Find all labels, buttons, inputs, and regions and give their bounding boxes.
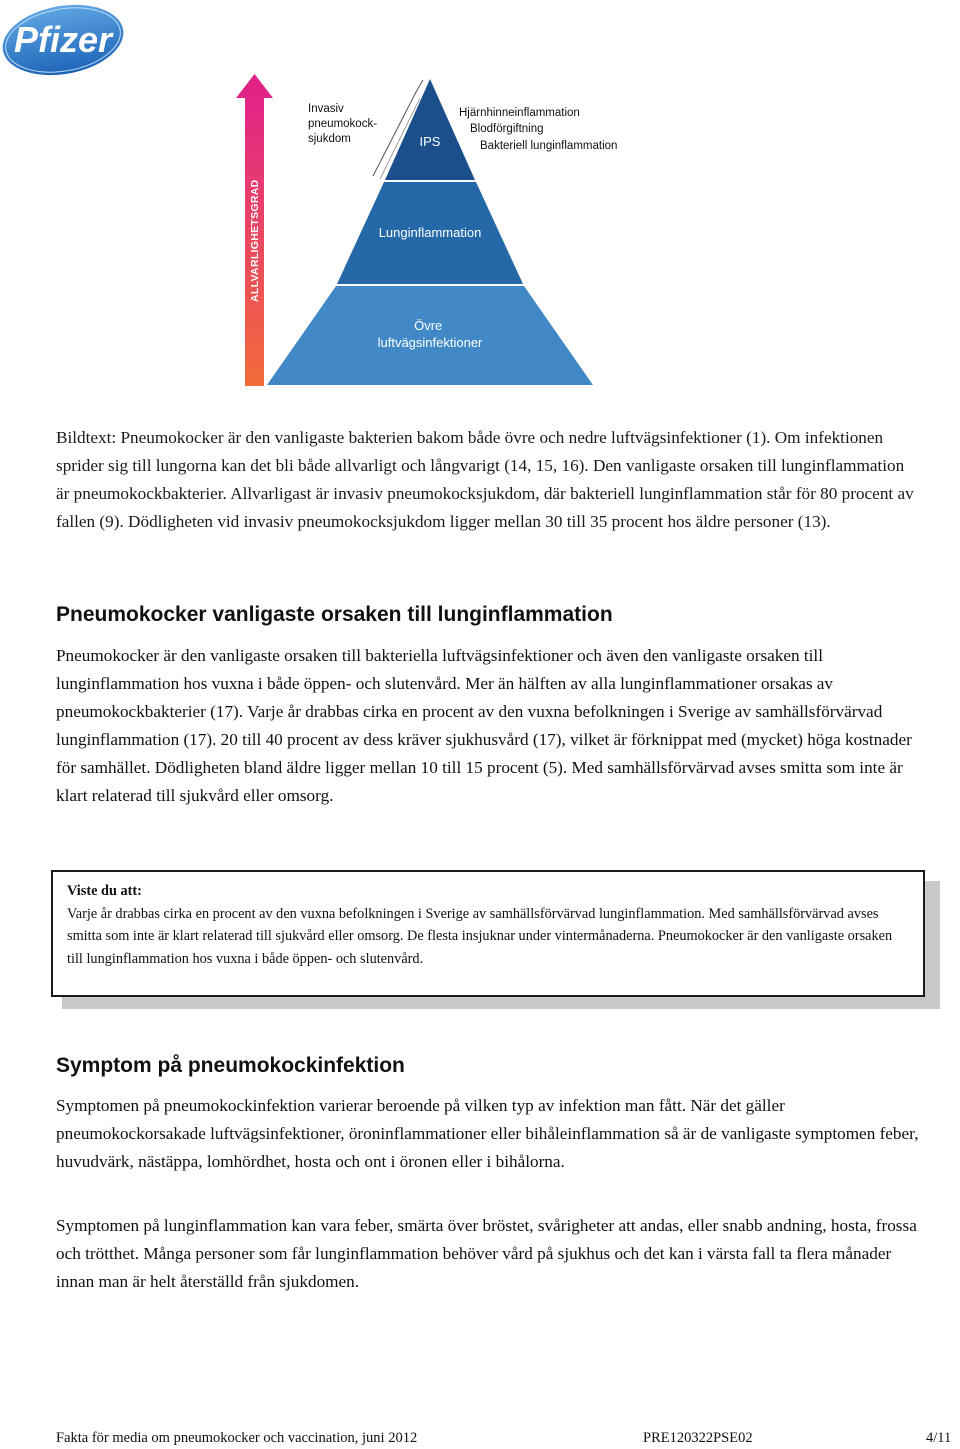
symptoms-paragraph-2: Symptomen på lunginflammation kan vara feber, smärta över bröstet, svårigheter att andas, eller snabb andning, hosta, frossa och trötthet. Många personer som får lunginflammation behöver vård på sjukhus och det kan i värsta fall ta flera månader innan man är helt återställd från sjukdomen. [56, 1216, 917, 1291]
footer-page-number: 4/11 [926, 1430, 952, 1446]
figure-caption: Bildtext: Pneumokocker är den vanligaste bakterien bakom både övre och nedre luftvägsinfektioner (1). Om infektionen sprider sig till lungorna kan det bli både allvarligt och långvarigt (14, 15, 16). Den vanligaste orsaken till lunginflammation är pneumokockbakterier. Allvarligast är invasiv pneumokocksjukdom, där bakteriell lunginflammation står för 80 procent av fallen (9). Dödligheten vid invasiv pneumokocksjukdom ligger mellan 30 till 35 procent hos äldre personer (13). [56, 428, 914, 531]
symptoms-paragraph-1: Symptomen på pneumokockinfektion varierar beroende på vilken typ av infektion man fått. När det gäller pneumokockorsakade luftvägsinfektioner, öroninflammationer eller bihåleinflammation så är de vanligaste symptomen feber, huvudvärk, nästäppa, lomhördhet, hosta och ont i öronen eller i bihålorna. [56, 1096, 919, 1171]
did-you-know-box [51, 870, 925, 997]
pyramid-tier-ips [385, 79, 475, 180]
pneumonia-label: Lunginflammation [378, 225, 482, 240]
footer-document-code: PRE120322PSE02 [643, 1430, 753, 1446]
section-body-pneumonia-cause: Pneumokocker är den vanligaste orsaken till bakteriella luftvägsinfektioner och även den vanligaste orsaken till lunginflammation hos vuxna i både öppen- och slutenvård. Mer än hälften av alla lunginflammationer orsakas av pneumokockbakterier (17). Varje år drabbas cirka en procent av den vuxna befolkningen i Sverige av samhällsförvärvad lunginflammation (17). 20 till 40 procent av dess kräver sjukhusvård (17), vilket är förknippat med (mycket) höga kostnader för samhället. Dödligheten bland äldre ligger mellan 10 till 15 procent (5). Med samhällsförvärvad avses smitta som inte är klart relaterad till sjukvård eller omsorg. [56, 646, 912, 805]
logo-text: Pfizer [13, 19, 113, 60]
callout-title: Viste du att: [67, 883, 142, 899]
pfizer-logo [0, 0, 130, 80]
upper-respiratory-label: Övre luftvägsinfektioner [377, 318, 483, 350]
callout-body: Varje år drabbas cirka en procent av den vuxna befolkningen i Sverige av samhällsförvärvad lunginflammation. Med samhällsförvärvad avses smitta som inte är klart relaterad till sjukvård eller omsorg. De flesta insjuknar under vintermånaderna. Pneumokocker är den vanligaste orsaken till lunginflammation hos vuxna i både öppen- och slutenvård. [67, 905, 893, 967]
ips-label: IPS [419, 134, 441, 149]
invasive-label: Invasiv pneumokock- sjukdom [308, 103, 378, 145]
ips-items: Hjärnhinneinflammation Blodförgiftning Bakteriell lunginflammation [459, 107, 618, 152]
severity-axis-label: ALLVARLIGHETSGRAD [249, 179, 261, 302]
footer-title: Fakta för media om pneumokocker och vaccination, juni 2012 [56, 1430, 418, 1446]
section-heading-symptoms: Symptom på pneumokockinfektion [56, 1054, 405, 1077]
section-heading-pneumonia-cause: Pneumokocker vanligaste orsaken till lunginflammation [56, 603, 613, 626]
severity-pyramid-diagram [230, 62, 650, 392]
